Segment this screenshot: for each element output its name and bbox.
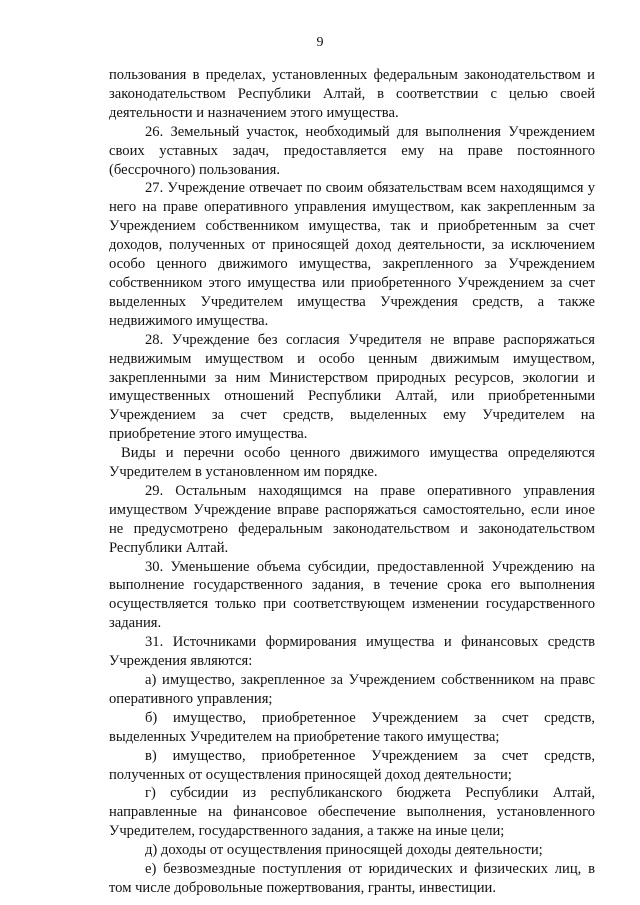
paragraph-continuation: пользования в пределах, установленных федеральным законодательством и законодательством Республики Алтай, в соответствии с целью своей деятельности и назначением этого имущества. <box>109 67 595 121</box>
list-item-e: е) безвозмездные поступления от юридических и физических лиц, в том числе добровольные пожертвования, гранты, инвестиции. <box>109 861 595 896</box>
paragraph-30: 30. Уменьшение объема субсидии, предоставленной Учреждению на выполнение государственного задания, в течение срока его выполнения осуществляется только при соответствующем изменении государственного задания. <box>109 558 595 632</box>
paragraph-28: 28. Учреждение без согласия Учредителя не вправе распоряжаться недвижимым имуществом и особо ценным движимым имуществом, закрепленными за ним Министерством природных ресурсов, экологии и имущественных отношений Республики Алтай, или приобретенными Учреждением за счет средств, выделенных ему Учредителем на приобретение этого имущества. <box>109 331 595 443</box>
paragraph-28-types: Виды и перечни особо ценного движимого имущества определяются Учредителем в установленном им порядке. <box>109 445 595 481</box>
list-item-d: д) доходы от осуществления приносящей доходы деятельности; <box>145 842 543 859</box>
paragraph-31: 31. Источниками формирования имущества и финансовых средств Учреждения являются: <box>109 634 595 670</box>
list-item-g: г) субсидии из республиканского бюджета Республики Алтай, направленные на финансовое обеспечение выполнения, установленного Учредителем, государственного задания, а также на иные цели; <box>109 785 595 840</box>
page-number: 9 <box>316 35 324 50</box>
paragraph-29: 29. Остальным находящимся на праве оперативного управления имуществом Учреждение вправе распоряжаться самостоятельно, если иное не предусмотрено федеральным законодательством и законодательством Республики Алтай. <box>109 482 595 556</box>
paragraph-27: 27. Учреждение отвечает по своим обязательствам всем находящимся у него на праве оперативного управления имуществом, как закрепленным за Учреждением собственником имущества, так и приобретенным за счет доходов, полученных от приносящей доход деятельности, за исключением особо ценного движимого имущества, закрепленного за Учреждением собственником этого имущества или приобретенного Учреждением за счет выделенных Учредителем имущества Учреждения средств, а также недвижимого имущества. <box>109 180 595 329</box>
list-item-b: б) имущество, приобретенное Учреждением за счет средств, выделенных Учредителем на приобретение такого имущества; <box>109 709 595 745</box>
paragraph-26: 26. Земельный участок, необходимый для выполнения Учреждением своих уставных задач, предоставляется ему на праве постоянного (бессрочного) пользования. <box>109 123 595 178</box>
list-item-a: а) имущество, закрепленное за Учреждением собственником на правс оперативного управления; <box>109 672 595 707</box>
document-body <box>109 66 595 898</box>
list-item-v: в) имущество, приобретенное Учреждением за счет средств, полученных от осуществления приносящей доход деятельности; <box>109 747 595 783</box>
